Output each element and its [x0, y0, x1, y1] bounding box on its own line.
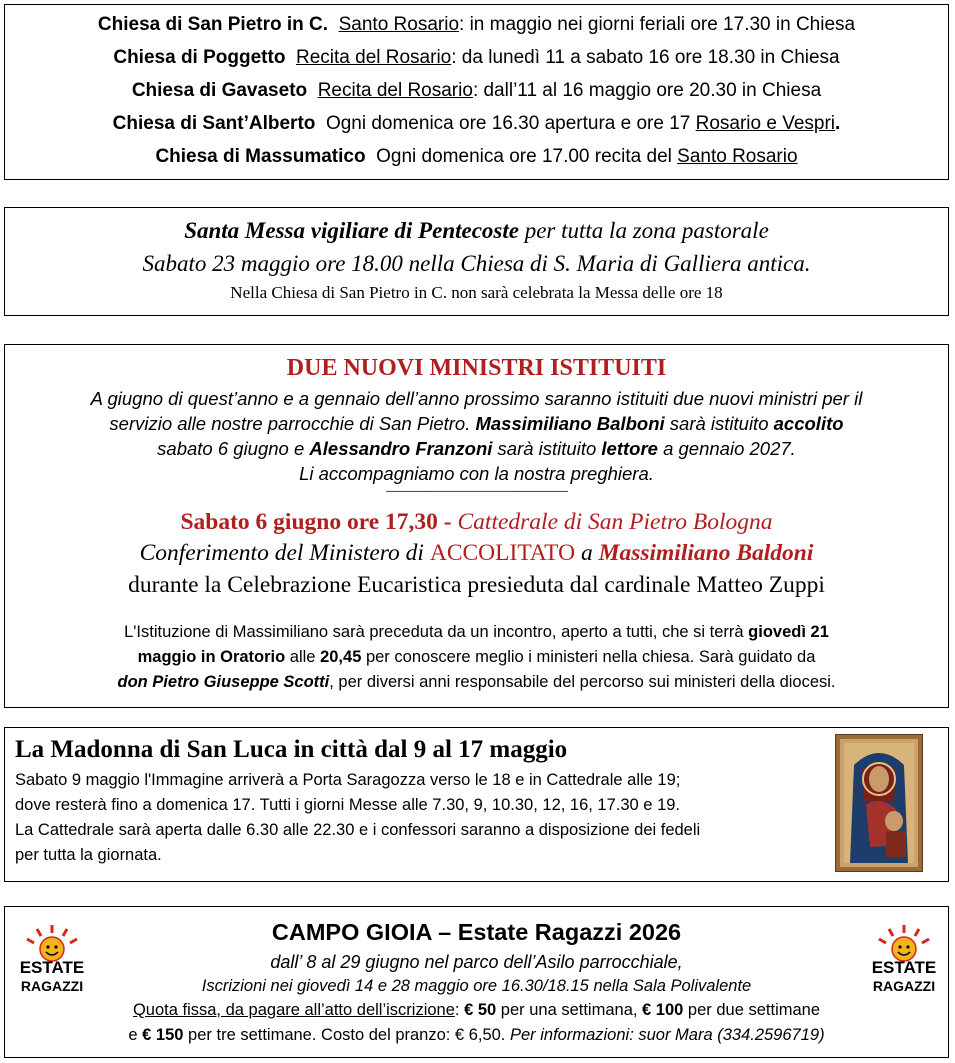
event-title-line [5, 540, 948, 567]
speaker-name: don Pietro Giuseppe Scotti [117, 673, 330, 691]
rosary-schedule-box [4, 4, 949, 180]
rosary-title: Santo Rosario [338, 14, 460, 35]
text-fragment: per due settimane [683, 1001, 821, 1019]
ministry-role: lettore [601, 438, 658, 459]
rosary-title: Rosario e Vespri [695, 113, 836, 134]
fee-label: Quota fissa, da pagare all’atto dell’iscrizione [132, 1001, 455, 1019]
text-fragment: per conoscere meglio i ministeri nella chiesa. Sarà guidato da [361, 648, 816, 666]
madonna-text-2: dove resterà fino a domenica 17. Tutti i giorni Messe alle 7.30, 9, 10.30, 12, 16, 17.30 e 19. [15, 796, 681, 814]
text-fragment: per tre settimane. Costo del pranzo: € 6,50. [183, 1026, 510, 1044]
campo-gioia-box [4, 906, 949, 1058]
text-fragment: per una settimana, [496, 1001, 643, 1019]
text-fragment: : [454, 1001, 465, 1019]
camp-title: CAMPO GIOIA – Estate Ragazzi 2026 [271, 919, 682, 945]
text-fragment: alle [285, 648, 321, 666]
event-date: Sabato 6 giugno ore 17,30 - [180, 509, 458, 535]
church-name: Chiesa di San Pietro in C. [97, 14, 329, 35]
rosary-line-san-pietro [5, 14, 948, 36]
rosary-line-poggetto [5, 47, 948, 69]
new-ministers-box [4, 344, 949, 708]
event-celebration-line: durante la Celebrazione Eucaristica presieduta dal cardinale Matteo Zuppi [128, 572, 825, 598]
madonna-san-luca-box [4, 727, 949, 882]
camp-dates: dall’ 8 al 29 giugno nel parco dell’Asilo parrocchiale, [270, 952, 683, 972]
logo-top-text: ESTATE [19, 958, 85, 977]
rosary-line-massumatico [5, 146, 948, 168]
rosary-title: Santo Rosario [677, 146, 798, 167]
pentecost-mass-box [4, 207, 949, 316]
rosary-title: Recita del Rosario [296, 47, 452, 68]
dashed-divider: ------------------------------------------------------------------------------------------- [385, 486, 568, 496]
camp-fees-2 [5, 1026, 948, 1045]
meeting-note-2 [5, 648, 948, 667]
church-name: Chiesa di Sant’Alberto [112, 113, 316, 134]
event-place: Cattedrale di San Pietro Bologna [457, 509, 773, 535]
meeting-note-1 [5, 623, 948, 642]
ministry-name: ACCOLITATO [429, 540, 576, 566]
line-end: . [835, 113, 841, 134]
madonna-text-1: Sabato 9 maggio l'Immagine arriverà a Porta Saragozza verso le 18 e in Cattedrale alle 19; [15, 771, 681, 789]
pentecost-date: Sabato 23 maggio ore 18.00 nella Chiesa di S. Maria di Galliera antica. [142, 251, 811, 276]
fee-amount: € 50 [464, 1001, 497, 1019]
rosary-time: Ogni domenica ore 17.00 recita del [376, 146, 678, 167]
text-fragment: servizio alle nostre parrocchie di San Pietro. [109, 413, 476, 434]
text-fragment: sarà istituito [664, 413, 774, 434]
pentecost-heading [5, 218, 948, 244]
ministers-text-3 [5, 438, 948, 460]
rosary-time: : dall’11 al 16 maggio ore 20.30 in Chiesa [472, 80, 822, 101]
text-fragment: , per diversi anni responsabile del percorso sui ministeri della diocesi. [329, 673, 836, 691]
text-fragment: L'Istituzione di Massimiliano sarà preceduta da un incontro, aperto a tutti, che si terrà [124, 623, 749, 641]
camp-registration: Iscrizioni nei giovedì 14 e 28 maggio ore 16.30/18.15 nella Sala Polivalente [201, 977, 752, 995]
church-name: Chiesa di Massumatico [155, 146, 366, 167]
madonna-text-4: per tutta la giornata. [15, 846, 162, 864]
logo-bottom-text: RAGAZZI [20, 978, 84, 994]
minister-name: Massimiliano Baldoni [598, 540, 814, 566]
rosary-line-sant-alberto [5, 113, 948, 135]
minister-name: Alessandro Franzoni [309, 438, 493, 459]
meeting-note-3 [5, 673, 948, 692]
madonna-title: La Madonna di San Luca in città dal 9 al 17 maggio [15, 736, 568, 763]
ministers-text-1: A giugno di quest’anno e a gennaio dell’anno prossimo saranno istituiti due nuovi ministri per il [90, 388, 863, 409]
logo-bottom-text: RAGAZZI [872, 978, 936, 994]
madonna-icon-painting [835, 734, 923, 872]
logo-top-text: ESTATE [871, 958, 937, 977]
ministers-text-2 [5, 413, 948, 435]
church-name: Chiesa di Gavaseto [131, 80, 308, 101]
fee-amount: € 100 [642, 1001, 684, 1019]
rosary-time: : da lunedì 11 a sabato 16 ore 18.30 in Chiesa [451, 47, 840, 68]
camp-fees-1 [5, 1001, 948, 1020]
text-fragment: a [575, 540, 599, 566]
madonna-text-3: La Cattedrale sarà aperta dalle 6.30 alle 22.30 e i confessori saranno a disposizione dei fedeli [15, 821, 701, 839]
meeting-time: 20,45 [320, 648, 362, 666]
event-date-line [5, 509, 948, 536]
contact-info: Per informazioni: suor Mara (334.2596719) [509, 1026, 825, 1044]
pentecost-title: Santa Messa vigiliare di Pentecoste [184, 218, 519, 243]
text-fragment: sarà istituito [492, 438, 602, 459]
ministry-role: accolito [773, 413, 844, 434]
rosary-line-gavaseto [5, 80, 948, 102]
text-fragment: e [128, 1026, 143, 1044]
ministers-title: DUE NUOVI MINISTRI ISTITUITI [286, 355, 667, 381]
minister-name: Massimiliano Balboni [475, 413, 665, 434]
pentecost-note: Nella Chiesa di San Pietro in C. non sarà celebrata la Messa delle ore 18 [230, 283, 723, 302]
text-fragment: sabato 6 giugno e [157, 438, 310, 459]
ministers-text-4: Li accompagniamo con la nostra preghiera. [299, 463, 654, 484]
text-fragment: a gennaio 2027. [657, 438, 796, 459]
fee-amount: € 150 [142, 1026, 184, 1044]
text-fragment: Conferimento del Ministero di [139, 540, 430, 566]
pentecost-scope: per tutta la zona pastorale [518, 218, 769, 243]
church-name: Chiesa di Poggetto [113, 47, 286, 68]
rosary-time: : in maggio nei giorni feriali ore 17.30 in Chiesa [459, 14, 856, 35]
rosary-title: Recita del Rosario [317, 80, 473, 101]
rosary-time: Ogni domenica ore 16.30 apertura e ore 17 [325, 113, 696, 134]
meeting-date: giovedì 21 [748, 623, 829, 641]
meeting-place: maggio in Oratorio [137, 648, 286, 666]
